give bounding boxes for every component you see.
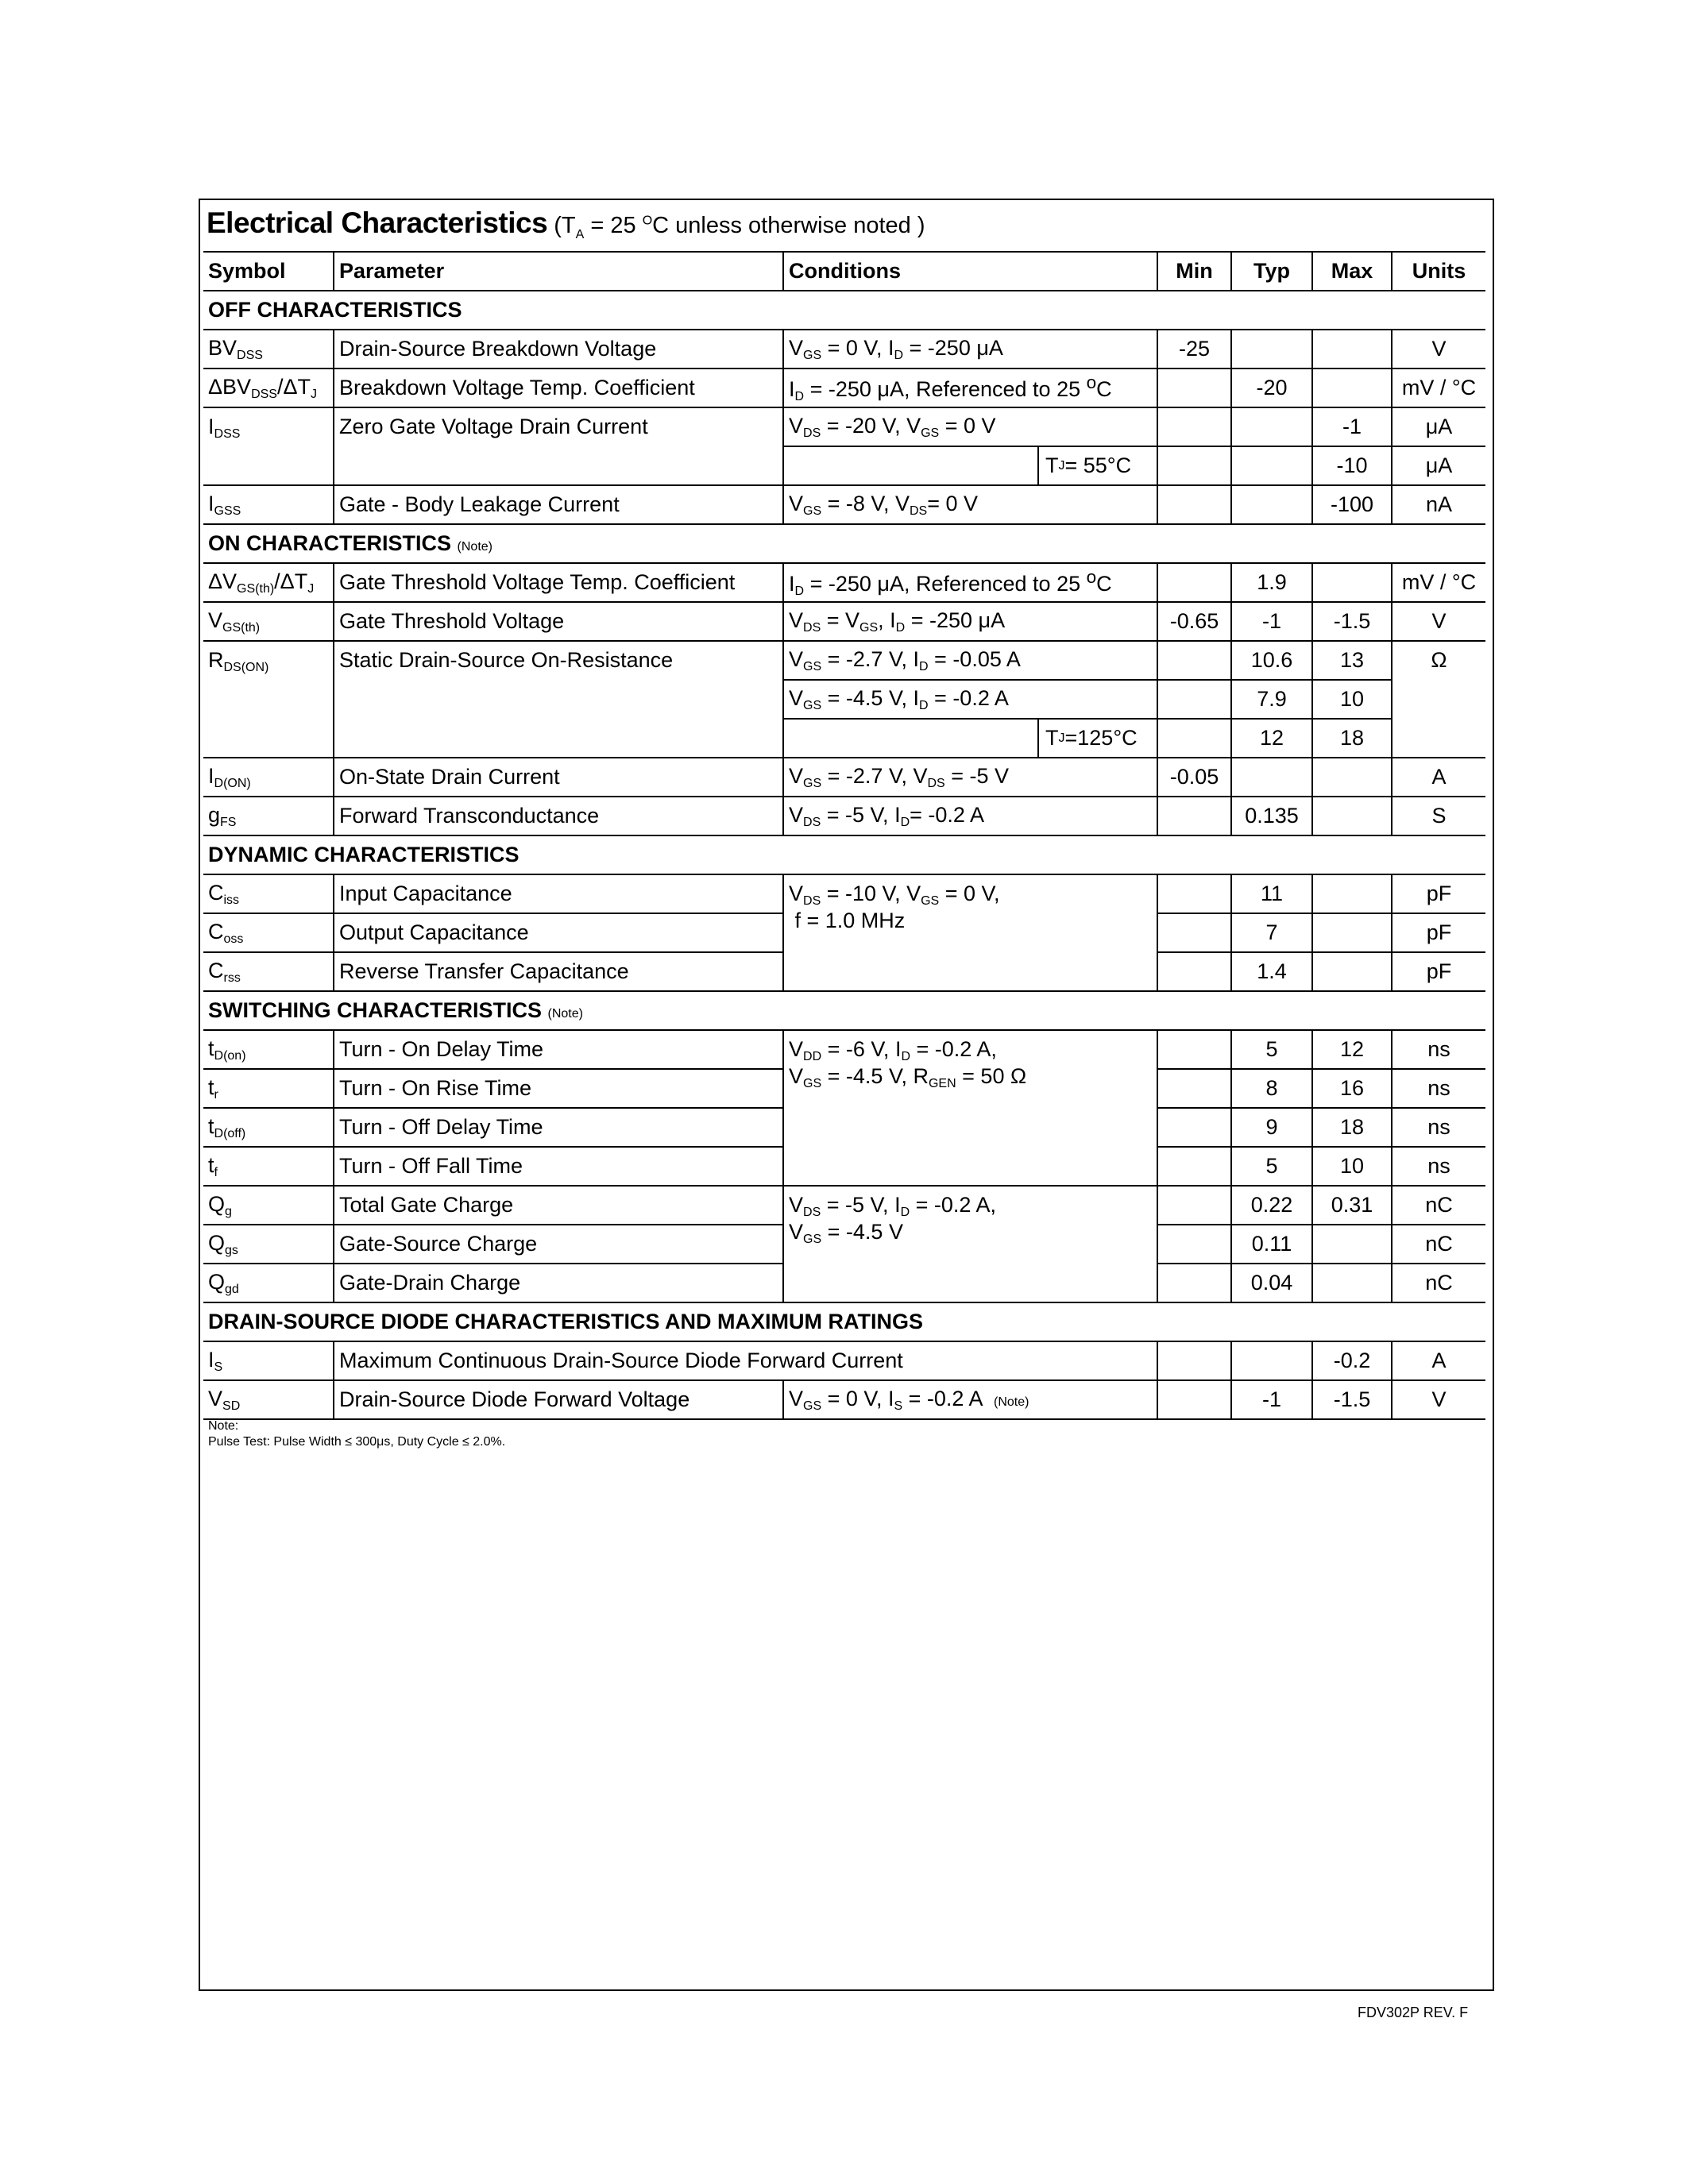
table-row: $C_{oss}$ Output Capacitance 7 pF [203,913,1485,952]
table-row: $V_{SD}$ Drain-Source Diode Forward Voltage $V_{GS} = 0$ V, $I_S = -0.2$ A (Note) -1 -1.5 V [203,1380,1485,1419]
table-row: $R_{DS(ON)}$ Static Drain-Source On-Resistance $V_{GS} = -2.7$ V, $I_D = -0.05$ A 10.6 13 Ω [203,641,1485,680]
table-row: $t_{D(on)}$ Turn - On Delay Time $V_{DD} = -6$ V, $I_D = -0.2$ A, $V_{GS} = -4.5$ V, $R_{GEN} = 50$ Ω 5 12 ns [203,1030,1485,1069]
col-min: Min [1157,252,1231,291]
document-revision: FDV302P REV. F [1358,2005,1469,2020]
section-switching: SWITCHING CHARACTERISTICS (Note) [203,991,1485,1030]
section-off: OFF CHARACTERISTICS [203,291,1485,330]
header-row [203,252,1485,291]
table-row: $t_r$ Turn - On Rise Time 8 16 ns [203,1069,1485,1108]
table-row: $Q_{gd}$ Gate-Drain Charge 0.04 nC [203,1264,1485,1302]
table-title: Electrical Characteristics ($T_A = 25$ $^O$C unless otherwise noted ) [207,206,925,241]
table-row: $C_{iss}$ Input Capacitance $V_{DS} = -10$ V, $V_{GS} = 0$ V, f = 1.0 MHz 11 pF [203,874,1485,913]
footnote: Note: Pulse Test: Pulse Width ≤ 300μs, Duty Cycle ≤ 2.0%. [208,1419,506,1449]
table-row: T J = 55°C -10 μA [203,446,1485,485]
table-row: $I_{DSS}$ Zero Gate Voltage Drain Current $V_{DS} = -20$ V, $V_{GS} = 0$ V -1 μA [203,407,1485,446]
section-on: ON CHARACTERISTICS (Note) [203,524,1485,563]
col-max: Max [1312,252,1392,291]
table-row: $Q_g$ Total Gate Charge $V_{DS} = -5$ V, $I_D = -0.2$ A, $V_{GS} = -4.5$ V 0.22 0.31 nC [203,1186,1485,1225]
table-row: $Q_{gs}$ Gate-Source Charge 0.11 nC [203,1225,1485,1264]
col-conditions: Conditions [783,252,1157,291]
col-units: Units [1392,252,1485,291]
table-row: $g_{FS}$ Forward Transconductance $V_{DS} = -5$ V, $I_D= -0.2$ A 0.135 S [203,797,1485,835]
section-dynamic: DYNAMIC CHARACTERISTICS [203,835,1485,874]
table-row: $C_{rss}$ Reverse Transfer Capacitance 1.4 pF [203,952,1485,991]
table-row: $\Delta BV_{DSS}/\Delta T_J$ Breakdown Voltage Temp. Coefficient $I_D = -250$ μA, Referenced to 25 $^o$C -20 mV / °C [203,369,1485,407]
col-typ: Typ [1231,252,1312,291]
table-row: $V_{GS} = -4.5$ V, $I_D = -0.2$ A 7.9 10 [203,680,1485,719]
table-row: T J =125°C 12 18 [203,719,1485,758]
table-row: $V_{GS(th)}$ Gate Threshold Voltage $V_{DS} = V_{GS}$, $I_D = -250$ μA -0.65 -1 -1.5 V [203,602,1485,641]
table-row: $I_S$ Maximum Continuous Drain-Source Diode Forward Current -0.2 A [203,1341,1485,1380]
table-row: $t_f$ Turn - Off Fall Time 5 10 ns [203,1147,1485,1186]
section-diode: DRAIN-SOURCE DIODE CHARACTERISTICS AND MAXIMUM RATINGS [203,1302,1485,1341]
table-row: $t_{D(off)}$ Turn - Off Delay Time 9 18 ns [203,1108,1485,1147]
col-parameter: Parameter [334,252,783,291]
electrical-characteristics-table [203,251,1485,1420]
col-symbol: Symbol [203,252,334,291]
table-row: $I_{D(ON)}$ On-State Drain Current $V_{GS} = -2.7$ V, $V_{DS} = -5$ V -0.05 A [203,758,1485,797]
table-row: $I_{GSS}$ Gate - Body Leakage Current $V_{GS} = -8$ V, $V_{DS}= 0$ V -100 nA [203,485,1485,524]
table-row: $BV_{DSS}$ Drain-Source Breakdown Voltage $V_{GS} = 0$ V, $I_D = -250$ μA -25 V [203,330,1485,369]
table-row: $\Delta V_{GS(th)}/\Delta T_J$ Gate Threshold Voltage Temp. Coefficient $I_D = -250$ μA, Referenced to 25 $^o$C 1.9 mV / °C [203,563,1485,602]
